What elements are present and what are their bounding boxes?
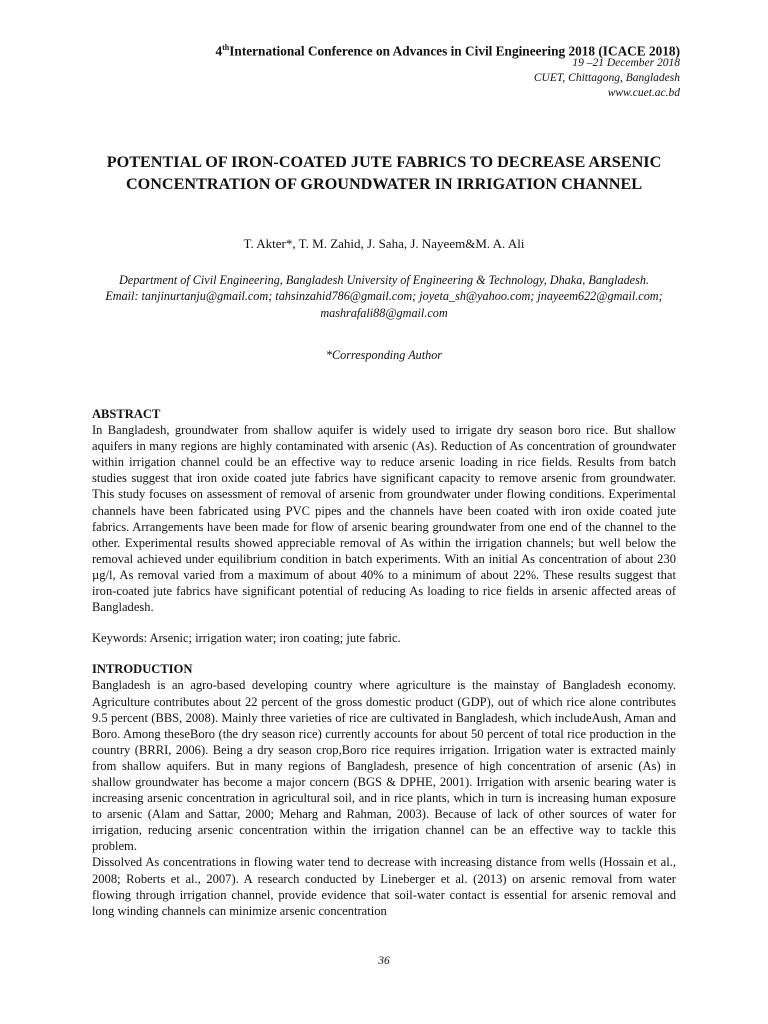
author-list: T. Akter*, T. M. Zahid, J. Saha, J. Nayeem&M. A. Ali [243,236,525,251]
conference-meta [534,56,680,101]
conference-name: International Conference on Advances in Civil Engineering 2018 (ICACE 2018) [229,43,680,59]
conference-ordinal: 4 [215,43,223,59]
affiliation-block [90,272,678,321]
paper-body [92,406,676,919]
paper-title: POTENTIAL OF IRON-COATED JUTE FABRICS TO DECREASE ARSENIC CONCENTRATION OF GROUNDWATER IN IRRIGATION CHANNEL [106,153,662,193]
introduction-paragraph-1: Bangladesh is an agro-based developing country where agriculture is the mainstay of Bangladesh economy. Agriculture contributes about 22 percent of the gross domestic product (GDP), out of which rice alone contributes 9.5 percent (BBS, 2008). Mainly three varieties of rice are cultivated in Bangladesh, which includeAush, Aman and Boro. Among theseBoro (the dry season rice) currently accounts for about 50 percent of total rice production in the country (BRRI, 2006). Being a dry season crop,Boro rice requires irrigation. Irrigation water is extracted mainly from shallow aquifers. But in many regions of Bangladesh, presence of high concentration of arsenic (As) in shallow groundwater has become a major concern (BGS & DPHE, 2001). Irrigation with arsenic bearing water is increasing arsenic concentration in agricultural soil, and in rice plants, which in turn is increasing human exposure to arsenic (Alam and Sattar, 2000; Meharg and Rahman, 2003). Because of lack of other sources of water for irrigation, reducing arsenic concentration within the irrigation channel can be an effective way to tackle this problem. [92,678,676,854]
corresponding-author-note: *Corresponding Author [325,348,443,362]
conference-dates: 19 –21 December 2018 [572,57,680,69]
abstract-text: In Bangladesh, groundwater from shallow aquifer is widely used to irrigate dry season boro rice. But shallow aquifers in many regions are highly contaminated with arsenic (As). Reduction of As concentration of groundwater within irrigation channel could be an effective way to reduce arsenic loading in rice fields. Results from batch studies suggest that iron oxide coated jute fabrics have significant capacity to remove arsenic from groundwater. This study focuses on assessment of removal of arsenic from groundwater under flowing conditions. Experimental channels have been fabricated using PVC pipes and the channels have been coated with iron oxide coated jute fabrics. Arrangements have been made for flow of arsenic bearing groundwater from one end of the channel to the other. Experimental results showed appreciable removal of As within the irrigation channels; but well below the removal achieved under equilibrium condition in batch experiments. With an initial As concentration of about 230 µg/l, As removal varied from a maximum of about 40% to a minimum of about 22%. These results suggest that iron-coated jute fabrics have significant potential of reducing As loading to rice fields in arsenic affected areas of Bangladesh. [92,423,676,615]
keywords: Keywords: Arsenic; irrigation water; iron coating; jute fabric. [92,631,401,646]
page-number: 36 [378,955,390,967]
conference-website: www.cuet.ac.bd [607,87,680,99]
introduction-heading: INTRODUCTION [92,662,193,677]
abstract-heading: ABSTRACT [92,407,161,421]
affiliation: Department of Civil Engineering, Bangladesh University of Engineering & Technology, Dhaka, Bangladesh. [119,273,649,287]
introduction-paragraph-2: Dissolved As concentrations in flowing water tend to decrease with increasing distance from wells (Hossain et al., 2008; Roberts et al., 2007). A research conducted by Lineberger et al. (2013) on arsenic removal from water flowing through irrigation channel, provide evidence that soil-water contact is essential for arsenic removal and long winding channels can minimize arsenic concentration [92,855,676,918]
email-list: Email: tanjinurtanju@gmail.com; tahsinzahid786@gmail.com; joyeta_sh@yahoo.com; jnayeem622@gmail.com; mashrafali88@gmail.com [105,289,663,320]
conference-ordinal-suffix: th [222,43,230,52]
conference-venue: CUET, Chittagong, Bangladesh [533,72,680,84]
